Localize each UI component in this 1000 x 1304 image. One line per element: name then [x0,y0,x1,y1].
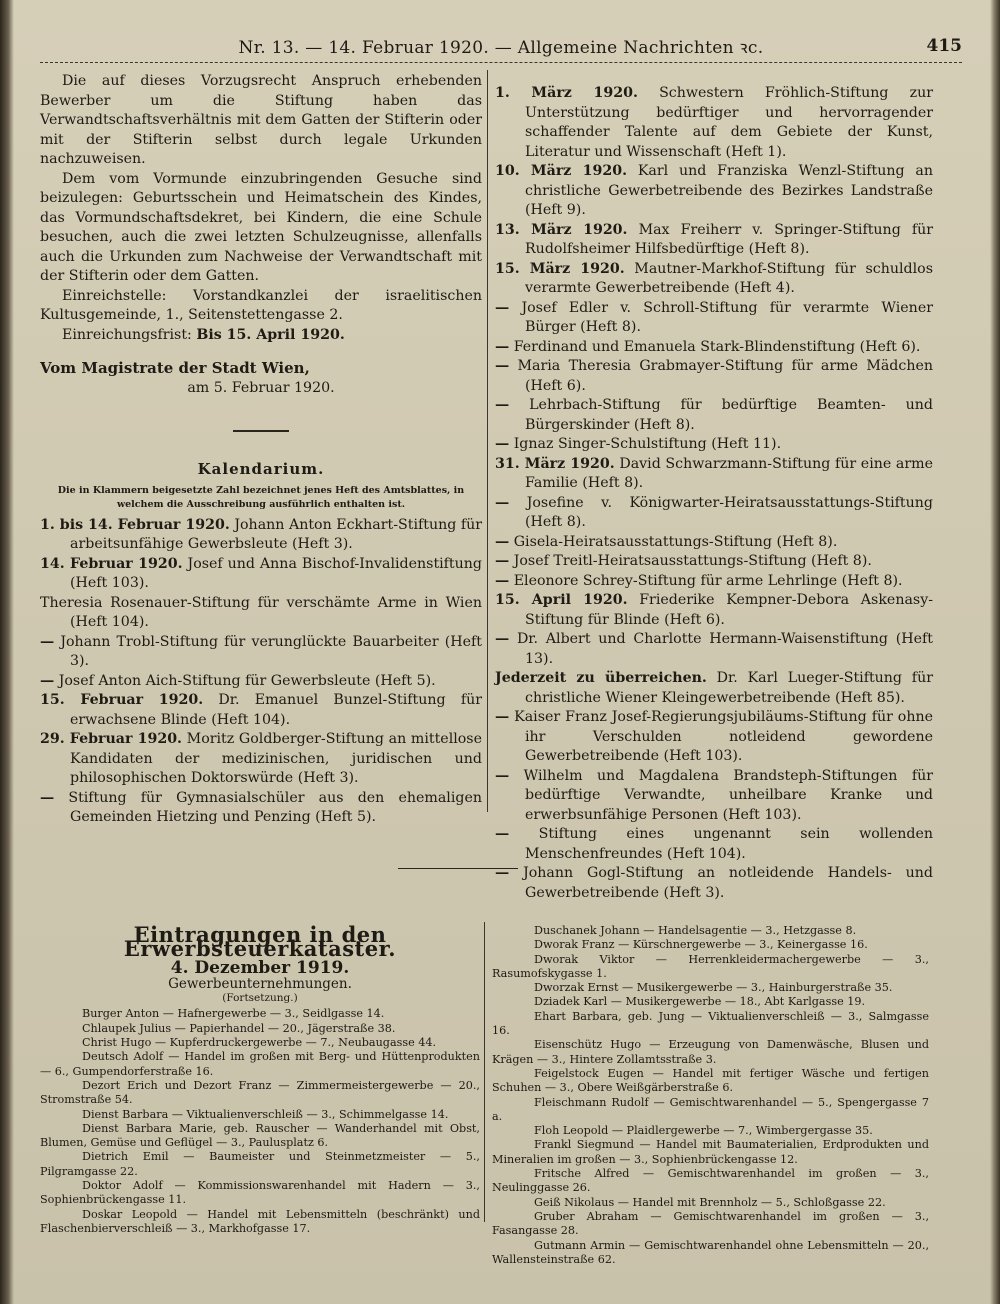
entry-text: Moritz Goldberger-Stiftung an mittellose Kandidaten der medizinischen, juridischen und philosophischen Doktorswürde (Heft 3). [70,731,482,786]
entry-text: Karl und Franziska Wenzl-Stiftung an christliche Gewerbetreibende des Bezirkes Landstraße (Heft 9). [525,163,933,218]
entry-date: — [495,709,510,725]
kalendarium-entry [495,260,933,299]
page-edge-right [990,0,1000,1304]
kalendarium-entry [495,494,933,533]
paragraph-documents: Dem vom Vormunde einzubringenden Gesuche sind beizulegen: Geburtsschein und Heimatschein des Kindes, das Vormundschaftsdekret, bei Kindern, die eine Schule besuchen, auch die zwei letzten Schulzeugnisse, allenfalls auch die Urkunden zum Nachweise der Verwandtschaft mit der Stifterin oder dem Gatten. [40,170,482,284]
kataster-entry: Christ Hugo — Kupferdruckergewerbe — 7., Neubaugasse 44. [82,1036,437,1050]
kalendarium-entry [40,594,482,633]
kalendarium-entry [40,633,482,672]
kataster-entry: Dienst Barbara — Viktualienverschleiß — 3., Schimmelgasse 14. [82,1107,449,1121]
separator-rule [233,430,289,432]
kalendarium-list-left [40,516,482,828]
kalendarium-entry [495,708,933,767]
right-column [495,84,933,903]
kataster-column-divider [484,922,485,1222]
kalendarium-entry [495,221,933,260]
kataster-title: Eintragungen in den Erwerbsteuerkataster. [123,922,397,962]
entry-text: David Schwarzmann-Stiftung für eine arme Familie (Heft 8). [525,455,933,491]
entry-text: Ferdinand und Emanuela Stark-Blindenstiftung (Heft 6). [513,338,921,355]
entry-text: Josef Edler v. Schroll-Stiftung für verarmte Wiener Bürger (Heft 8). [521,299,933,335]
kalendarium-title: Kalendarium. [197,460,325,478]
kataster-continuation: (Fortsetzung.) [222,992,298,1005]
entry-text: Schwestern Fröhlich-Stiftung zur Unterstützung bedürftiger und hervorragender schaffender Talente auf dem Gebiete der Kunst, Literatur und Wissenschaft (Heft 1). [525,85,933,160]
entry-text: Eleonore Schrey-Stiftung für arme Lehrlinge (Heft 8). [513,572,903,589]
kataster-entry: Dezort Erich und Dezort Franz — Zimmermeistergewerbe — 20., Stromstraße 54. [40,1078,480,1107]
entry-date: 1. März 1920. [495,85,638,101]
kataster-entry: Gruber Abraham — Gemischtwarenhandel im großen — 3., Fasangasse 28. [492,1209,929,1238]
column-divider [487,70,488,812]
entry-text: Johann Trobl-Stiftung für verunglückte Bauarbeiter (Heft 3). [60,633,482,669]
header-rule [40,62,962,63]
entry-text: Josefine v. Königwarter-Heiratsausstattungs-Stiftung (Heft 8). [525,494,933,530]
entry-text: Maria Theresia Grabmayer-Stiftung für arme Mädchen (Heft 6). [517,358,934,394]
entry-date: — [495,436,510,452]
entry-text: Josef Anton Aich-Stiftung für Gewerbsleute (Heft 5). [58,672,436,689]
magistrat-date: am 5. Februar 1920. [187,379,335,396]
entry-date: 13. März 1920. [495,221,628,238]
kataster-list-left [40,1007,480,1236]
entry-text: Kaiser Franz Josef-Regierungsjubiläums-Stiftung für ohne ihr Verschulden notleidend gewordene Gewerbetreibende (Heft 103). [514,709,934,764]
entry-text: Johann Anton Eckhart-Stiftung für arbeitsunfähige Gewerbsleute (Heft 3). [70,516,483,552]
entry-date: 10. März 1920. [495,163,628,179]
entry-text: Theresia Rosenauer-Stiftung für verschämte Arme in Wien (Heft 104). [40,594,482,630]
entry-date: 14. Februar 1920. [40,555,183,572]
kalendarium-entry [495,552,933,572]
kataster-entry: Dietrich Emil — Baumeister und Steinmetzmeister — 5., Pilgramgasse 22. [40,1150,480,1178]
kalendarium-entry [495,825,933,864]
entry-date: — [495,494,510,511]
kalendarium-entry [495,630,933,669]
entry-text: Johann Gogl-Stiftung an notleidende Handels- und Gewerbetreibende (Heft 3). [523,865,933,901]
entry-text: Mautner-Markhof-Stiftung für schuldlos verarmte Gewerbetreibende (Heft 4). [525,260,933,296]
entry-date: — [495,553,510,569]
kalendarium-entry [40,691,482,730]
entry-text: Max Freiherr v. Springer-Stiftung für Rudolfsheimer Hilfsbedürftige (Heft 8). [525,221,933,257]
kataster-entry: Gutmann Armin — Gemischtwarenhandel ohne Lebensmitteln — 20., Wallensteinstraße 62. [492,1238,929,1266]
kalendarium-entry [495,435,933,455]
entry-date: 29. Februar 1920. [40,731,182,747]
entry-date: — [495,338,510,355]
kataster-entry: Doskar Leopold — Handel mit Lebensmitteln (beschränkt) und Flaschenbierverschleiß — 3., Markhofgasse 17. [40,1207,480,1235]
kalendarium-entry [495,396,933,435]
entry-text: Friederike Kempner-Debora Askenasy-Stiftung für Blinde (Heft 6). [525,592,934,628]
kataster-entry: Dworzak Ernst — Musikergewerbe — 3., Hainburgerstraße 35. [534,981,893,995]
entry-text: Josef Treitl-Heiratsausstattungs-Stiftung (Heft 8). [513,553,872,569]
entry-date: — [495,631,510,647]
deadline-value: Bis 15. April 1920. [196,326,345,343]
kataster-entry: Chlaupek Julius — Papierhandel — 20., Jägerstraße 38. [82,1021,396,1035]
kataster-entry: Burger Anton — Hafnergewerbe — 3., Seidlgasse 14. [82,1007,385,1021]
entry-date: — [495,397,510,413]
page-edge-left [0,0,14,1304]
kataster-right-column [492,924,929,1267]
kataster-entry: Geiß Nikolaus — Handel mit Brennholz — 5., Schloßgasse 22. [534,1195,886,1209]
kataster-subtitle: Gewerbeunternehmungen. [168,975,352,992]
page-number: 415 [926,36,962,56]
entry-text: Gisela-Heiratsausstattungs-Stiftung (Heft 8). [513,533,838,550]
kataster-entry: Dienst Barbara Marie, geb. Rauscher — Wanderhandel mit Obst, Blumen, Gemüse und Geflügel — 3., Paulusplatz 6. [40,1121,480,1150]
paragraph-deadline [40,326,482,346]
kataster-entry: Dworak Viktor — Herrenkleidermachergewerbe — 3., Rasumofskygasse 1. [492,952,929,980]
entry-date: — [495,826,510,842]
entry-text: Dr. Albert und Charlotte Hermann-Waisenstiftung (Heft 13). [516,631,933,667]
kataster-entry: Dworak Franz — Kürschnergewerbe — 3., Keinergasse 16. [534,938,868,952]
kataster-entry: Duschanek Johann — Handelsagentie — 3., Hetzgasse 8. [534,924,857,937]
entry-date: — [495,865,510,881]
entry-date: — [495,767,510,784]
kalendarium-list-right [495,84,933,903]
kataster-entry: Ehart Barbara, geb. Jung — Viktualienverschleiß — 3., Salmgasse 16. [492,1009,929,1038]
entry-date: — [40,672,55,689]
entry-date: 15. Februar 1920. [40,692,204,708]
entry-date: — [495,358,510,374]
running-header [40,30,962,62]
entry-date: — [495,572,510,589]
entry-text: Wilhelm und Magdalena Brandsteph-Stiftungen für bedürftige Verwandte, unheilbare Kranke und erwerbsunfähige Personen (Heft 103). [523,767,934,823]
left-column [40,72,482,828]
running-header-text: Nr. 13. — 14. Februar 1920. — Allgemeine Nachrichten ꝛc. [238,37,764,58]
kataster-entry: Floh Leopold — Plaidlergewerbe — 7., Wimbergergasse 35. [534,1124,873,1138]
kataster-entry: Eisenschütz Hugo — Erzeugung von Damenwäsche, Blusen und Krägen — 3., Hintere Zollamtsstraße 3. [492,1038,929,1066]
kataster-entry: Deutsch Adolf — Handel im großen mit Berg- und Hüttenprodukten — 6., Gumpendorferstraße 16. [40,1050,480,1078]
kalendarium-entry [495,669,933,708]
kalendarium-entry [495,767,933,826]
entry-date: — [495,299,510,316]
entry-date: — [495,533,510,550]
entry-date: 15. April 1920. [495,592,628,608]
entry-text: Dr. Karl Lueger-Stiftung für christliche Wiener Kleingewerbetreibende (Heft 85). [525,670,933,706]
kalendarium-entry [40,730,482,789]
kalendarium-entry [495,533,933,553]
entry-date: Jederzeit zu überreichen. [495,670,707,686]
kalendarium-entry [495,162,933,221]
section-separator [398,868,518,869]
kataster-entry: Dziadek Karl — Musikergewerbe — 18., Abt Karlgasse 19. [534,995,866,1009]
kalendarium-entry [40,516,482,555]
entry-text: Lehrbach-Stiftung für bedürftige Beamten- und Bürgerskinder (Heft 8). [525,397,933,433]
kalendarium-entry [495,864,933,903]
kalendarium-entry [495,455,933,494]
entry-text: Ignaz Singer-Schulstiftung (Heft 11). [513,436,782,452]
deadline-label: Einreichungsfrist: [62,326,192,343]
kalendarium-entry [40,789,482,828]
paragraph-submission-office: Einreichstelle: Vorstandkanzlei der israelitischen Kultusgemeinde, 1., Seitenstettengasse 2. [40,287,482,323]
paragraph-eligibility: Die auf dieses Vorzugsrecht Anspruch erhebenden Bewerber um die Stiftung haben das Verwandtschaftsverhältnis mit dem Gatten der Stifterin oder mit der Stifterin selbst durch legale Urkunden nachzuweisen. [40,73,482,167]
entry-text: Stiftung eines ungenannt sein wollenden Menschenfreundes (Heft 104). [525,826,934,862]
kataster-entry: Doktor Adolf — Kommissionswarenhandel mit Hadern — 3., Sophienbrückengasse 11. [40,1179,480,1207]
entry-text: Josef und Anna Bischof-Invalidenstiftung (Heft 103). [70,555,482,591]
kalendarium-entry [495,299,933,338]
kataster-list-right [492,924,929,1267]
kataster-entry: Feigelstock Eugen — Handel mit fertiger Wäsche und fertigen Schuhen — 3., Obere Weißgärberstraße 6. [492,1066,929,1095]
entry-date: — [40,789,55,806]
kataster-left-column [40,924,480,1236]
entry-text: Stiftung für Gymnasialschüler aus den ehemaligen Gemeinden Hietzing und Penzing (Heft 5). [68,789,482,825]
kalendarium-entry [495,338,933,358]
kataster-entry: Fleischmann Rudolf — Gemischtwarenhandel — 5., Spengergasse 7 a. [492,1095,929,1123]
magistrat-signature: Vom Magistrate der Stadt Wien, [40,359,310,377]
kataster-entry: Fritsche Alfred — Gemischtwarenhandel im großen — 3., Neulinggasse 26. [492,1167,929,1195]
kalendarium-entry [495,572,933,592]
entry-date: 31. März 1920. [495,455,615,472]
entry-date: 1. bis 14. Februar 1920. [40,516,230,533]
entry-text: Dr. Emanuel Bunzel-Stiftung für erwachsene Blinde (Heft 104). [70,692,482,728]
kalendarium-entry [495,357,933,396]
kataster-entry: Frankl Siegmund — Handel mit Baumaterialien, Erdprodukten und Mineralien im großen — 3., Sophienbrückengasse 12. [492,1138,929,1166]
kalendarium-note: Die in Klammern beigesetzte Zahl bezeichnet jenes Heft des Amtsblattes, in welchem die Ausschreibung ausführlich enthalten ist. [57,484,465,510]
kalendarium-entry [40,555,482,594]
kataster-date: 4. Dezember 1919. [170,957,350,978]
kalendarium-entry [495,591,933,630]
entry-date: — [40,633,55,650]
entry-date: 15. März 1920. [495,260,625,277]
kalendarium-entry [495,84,933,162]
kalendarium-entry [40,672,482,692]
